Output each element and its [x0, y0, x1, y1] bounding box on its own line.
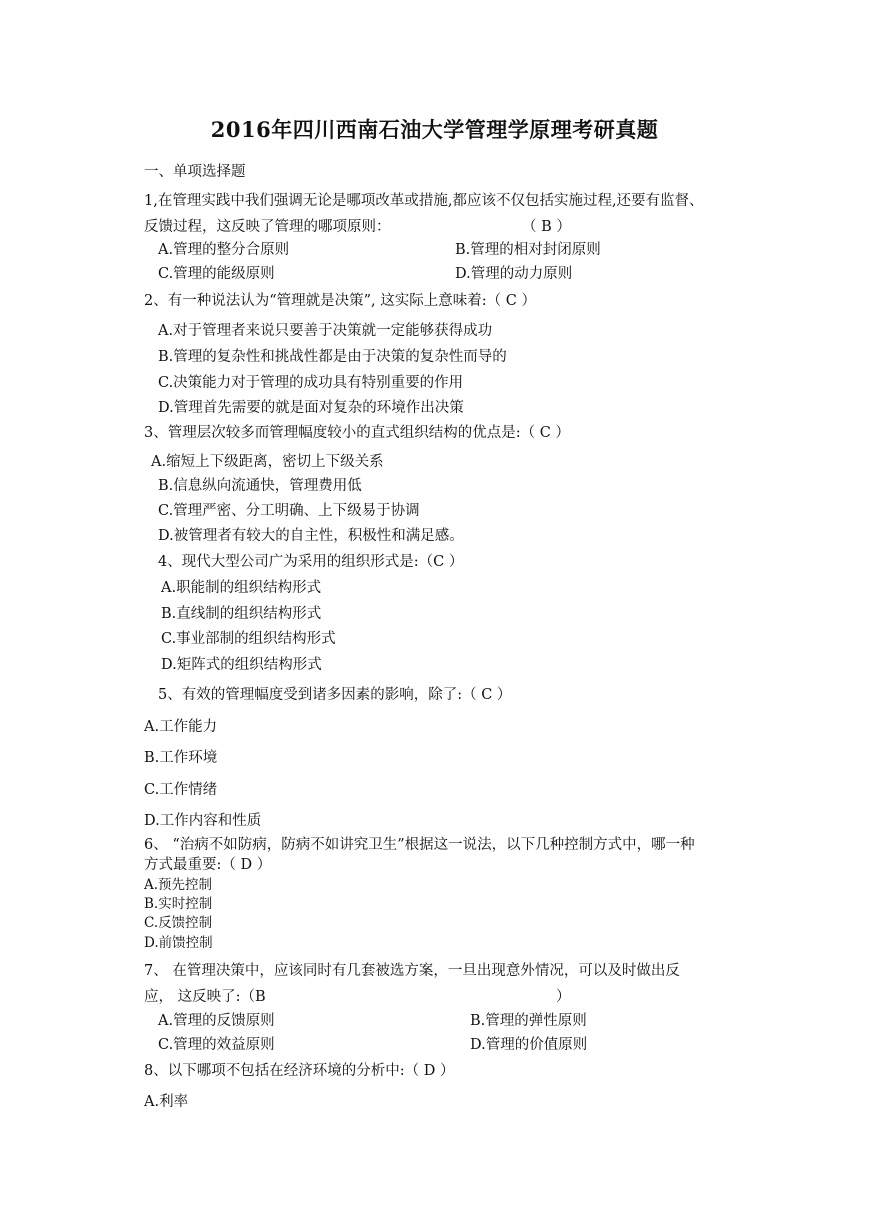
q8-stem: 8、以下哪项不包括在经济环境的分析中:（ D ） [144, 1063, 455, 1079]
q6-option-b: B.实时控制 [144, 896, 213, 912]
q6-option-d: D.前馈控制 [144, 935, 213, 951]
q7-option-a: A.管理的反馈原则 [158, 1013, 275, 1029]
q7-stem-line2: 应， 这反映了:（B [144, 989, 266, 1005]
q8-option-a: A.利率 [144, 1094, 189, 1110]
q3-option-a: A.缩短上下级距离，密切上下级关系 [151, 454, 384, 470]
q6-stem-line1: 6、 “治病不如防病，防病不如讲究卫生”根据这一说法，以下几种控制方式中，哪一种 [144, 837, 695, 853]
q1-option-a: A.管理的整分合原则 [158, 242, 290, 258]
q7-option-b: B.管理的弹性原则 [470, 1013, 587, 1029]
q3-stem: 3、管理层次较多而管理幅度较小的直式组织结构的优点是:（ C ） [144, 425, 570, 441]
q2-option-d: D.管理首先需要的就是面对复杂的环境作出决策 [158, 400, 464, 416]
q5-option-c: C.工作情绪 [144, 782, 218, 798]
q2-stem: 2、有一种说法认为“管理就是决策”, 这实际上意味着:（ C ） [144, 293, 536, 309]
q4-stem: 4、现代大型公司广为采用的组织形式是:（C ） [158, 554, 464, 570]
q1-option-b: B.管理的相对封闭原则 [455, 242, 601, 258]
q6-option-c: C.反馈控制 [144, 915, 213, 931]
q3-option-d: D.被管理者有较大的自主性，积极性和满足感。 [158, 528, 464, 544]
page-title: 2016年四川西南石油大学管理学原理考研真题 [210, 117, 659, 142]
q1-option-c: C.管理的能级原则 [158, 266, 275, 282]
q2-option-c: C.决策能力对于管理的成功具有特别重要的作用 [158, 375, 464, 391]
q3-option-b: B.信息纵向流通快，管理费用低 [158, 478, 362, 494]
q7-stem-line1: 7、 在管理决策中，应该同时有几套被选方案，一旦出现意外情况，可以及时做出反 [144, 963, 680, 979]
q1-stem-line2: 反馈过程，这反映了管理的哪项原则： [144, 219, 391, 235]
q6-stem-line2: 方式最重要:（ D ） [144, 857, 272, 873]
q2-option-b: B.管理的复杂性和挑战性都是由于决策的复杂性而导的 [158, 349, 507, 365]
q1-answer: （ B ） [522, 219, 571, 235]
q5-option-a: A.工作能力 [144, 719, 218, 735]
q2-option-a: A.对于管理者来说只要善于决策就一定能够获得成功 [158, 323, 493, 339]
q1-option-d: D.管理的动力原则 [455, 266, 573, 282]
section-heading: 一、单项选择题 [144, 164, 246, 180]
q4-option-d: D.矩阵式的组织结构形式 [161, 657, 322, 673]
q4-option-c: C.事业部制的组织结构形式 [161, 631, 336, 647]
q3-option-c: C.管理严密、分工明确、上下级易于协调 [158, 503, 420, 519]
q4-option-a: A.职能制的组织结构形式 [161, 580, 322, 596]
q7-option-c: C.管理的效益原则 [158, 1037, 275, 1053]
q7-stem-close: ） [556, 989, 571, 1005]
q7-option-d: D.管理的价值原则 [470, 1037, 588, 1053]
q5-option-b: B.工作环境 [144, 750, 218, 766]
q6-option-a: A.预先控制 [144, 877, 213, 893]
q5-stem: 5、有效的管理幅度受到诸多因素的影响，除了:（ C ） [158, 687, 512, 703]
q1-stem-line1: 1,在管理实践中我们强调无论是哪项改革或措施,都应该不仅包括实施过程,还要有监督、 [144, 193, 704, 209]
q4-option-b: B.直线制的组织结构形式 [161, 606, 322, 622]
q5-option-d: D.工作内容和性质 [144, 813, 262, 829]
